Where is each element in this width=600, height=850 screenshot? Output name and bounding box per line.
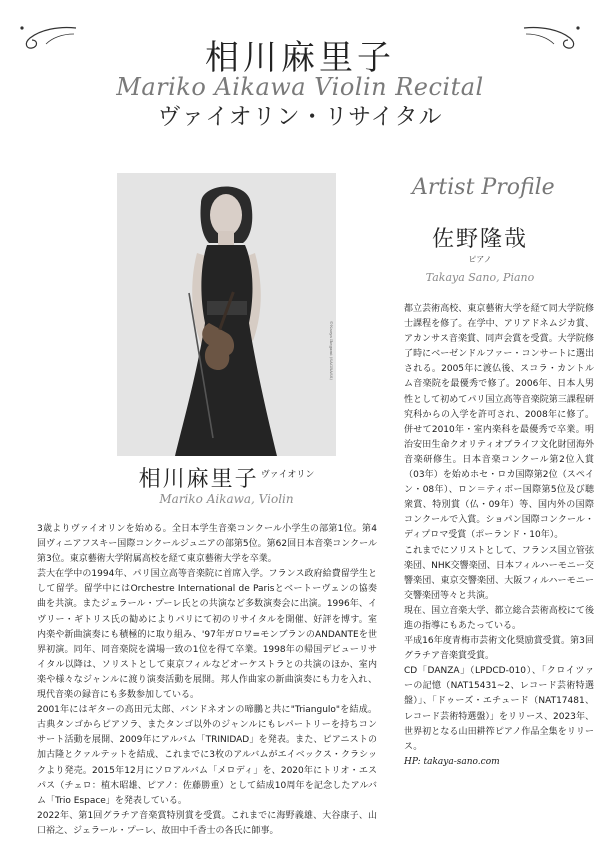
soloist-bio-paragraph: 2022年、第1回グラチア音楽賞特別賞を受賞。これまでに海野義雄、大谷康子、山口裕之、ジェラール・プーレ、故田中千香士の各氏に師事。 — [37, 810, 377, 836]
soloist-instrument: ヴァイオリン — [260, 470, 315, 480]
pianist-bio-paragraph: これまでにソリストとして、フランス国立管弦楽団、NHK交響楽団、日本フィルハーモニー交響楽団、東京交響楽団、大阪フィルハーモニー交響楽団等々と共演。 — [404, 545, 594, 601]
soloist-biography — [37, 522, 377, 839]
photo-credit: ©Naoya Ikegami (SAGRASS) — [329, 320, 334, 380]
pianist-bio-paragraph: CD「DANZA」（LPDCD-010）、「クロイツァーの記憶（NAT15431~2、レコード芸術特選盤）」、「ドゥーズ・エチュード（NAT17481、レコード芸術特選盤）」をリリース、2023年、世界初となる山田耕筰ピアノ作品全集をリリース。 — [404, 666, 594, 752]
soloist-name — [117, 462, 336, 493]
pianist-instrument: ピアノ — [468, 255, 492, 264]
recital-subtitle: ヴァイオリン・リサイタル — [157, 104, 443, 130]
pianist-name-english: Takaya Sano, Piano — [425, 271, 535, 284]
pianist-bio-paragraph: 現在、国立音楽大学、都立総合芸術高校にて後進の指導にもあたっている。 — [404, 605, 594, 631]
violinist-portrait-illustration — [117, 173, 336, 456]
violinist-photo — [117, 173, 336, 456]
soloist-bio-paragraph: 3歳よりヴァイオリンを始める。全日本学生音楽コンクール小学生の部第1位。第4回ヴィニアフスキー国際コンクールジュニアの部第5位。第62回日本音楽コンクール第3位。東京藝術大学附属高校を経て東京藝術大学を卒業。 — [37, 524, 377, 565]
pianist-bio-paragraph: 平成16年度青梅市芸術文化奨励賞受賞。第3回グラチア音楽賞受賞。 — [404, 636, 594, 662]
soloist-bio-paragraph: 芸大在学中の1994年、パリ国立高等音楽院に首席入学。フランス政府給費留学生として留学。留学中にはOrchestre International de Parisとベートーヴェンの協奏曲を共演。またジェラール・プーレ氏との共演など多数演奏会に出演。1996年、イヴリー・ギトリス氏の勧めによりパリにて初のリサイタルを開催、好評を博す。室内楽や新曲演奏にも積極的に取り組み、'97年ガロワ=モンブランのANDANTEを世界初演。同年、同音楽院を満場一致の1位を得て卒業。1998年の帰国デビューリサイタル以降は、ソリストとして東京フィルなどオーケストラとの共演のほか、室内楽や様々なジャンルに渡り演奏活動を展開。邦人作曲家の新曲演奏にも力を入れ、現代音楽の録音にも多数参加している。 — [37, 569, 377, 701]
recital-title-japanese: 相川麻里子 — [205, 38, 395, 78]
artist-profile-heading: Artist Profile — [412, 175, 555, 200]
soloist-bio-paragraph: 2001年にはギターの高田元太郎、バンドネオンの啼鵬と共に"Triangulo"を結成。古典タンゴからピアソラ、またタンゴ以外のジャンルにもレパートリーを持ちコンサート活動を展開、2009年にアルバム「TRINIDAD」を発表。また、ピアニストの加古隆とクァルテットを結成、これまでに3枚のアルバムがエイベックス・クラシックより発売。2015年12月にソロアルバム「メロディ」を、2020年にトリオ・エスパス（チェロ：植木昭雄、ピアノ：佐藤勝重）として結成10周年を記念したアルバム「Trio Espace」を発表している。 — [37, 705, 377, 806]
pianist-biography — [404, 302, 594, 770]
soloist-name-text: 相川麻里子 — [138, 467, 259, 492]
pianist-homepage: HP: takaya-sano.com — [404, 756, 500, 767]
recital-title-english: Mariko Aikawa Violin Recital — [116, 73, 484, 101]
soloist-name-english: Mariko Aikawa, Violin — [159, 492, 294, 506]
pianist-bio-paragraph: 都立芸術高校、東京藝術大学を経て同大学院修士課程を修了。在学中、アリアドネムジカ賞、アカンサス音楽賞、同声会賞を受賞。大学院修了時にベーゼンドルファー・コンサートに選出される。2005年に渡仏後、スコラ・カントルム音楽院を最優秀で修了。2006年、日本人男性として初めてパリ国立高等音楽院第三課程研究科からの入学を許可され、2008年に修了。併せて2010年・室内楽科を最優秀で卒業。明治安田生命クオリティオブライフ文化財団海外音楽研修生。日本音楽コンクール第2位入賞（03年）を始めホセ・ロカ国際第2位（スペイン・08年）、ロン＝ティボー国際第5位及び聴衆賞、特別賞（仏・09年）等、国内外の国際コンクールで入賞。ショパン国際コンクール・ディプロマ受賞（ポーランド・10年）。 — [404, 304, 594, 541]
pianist-name: 佐野隆哉 — [431, 227, 528, 252]
